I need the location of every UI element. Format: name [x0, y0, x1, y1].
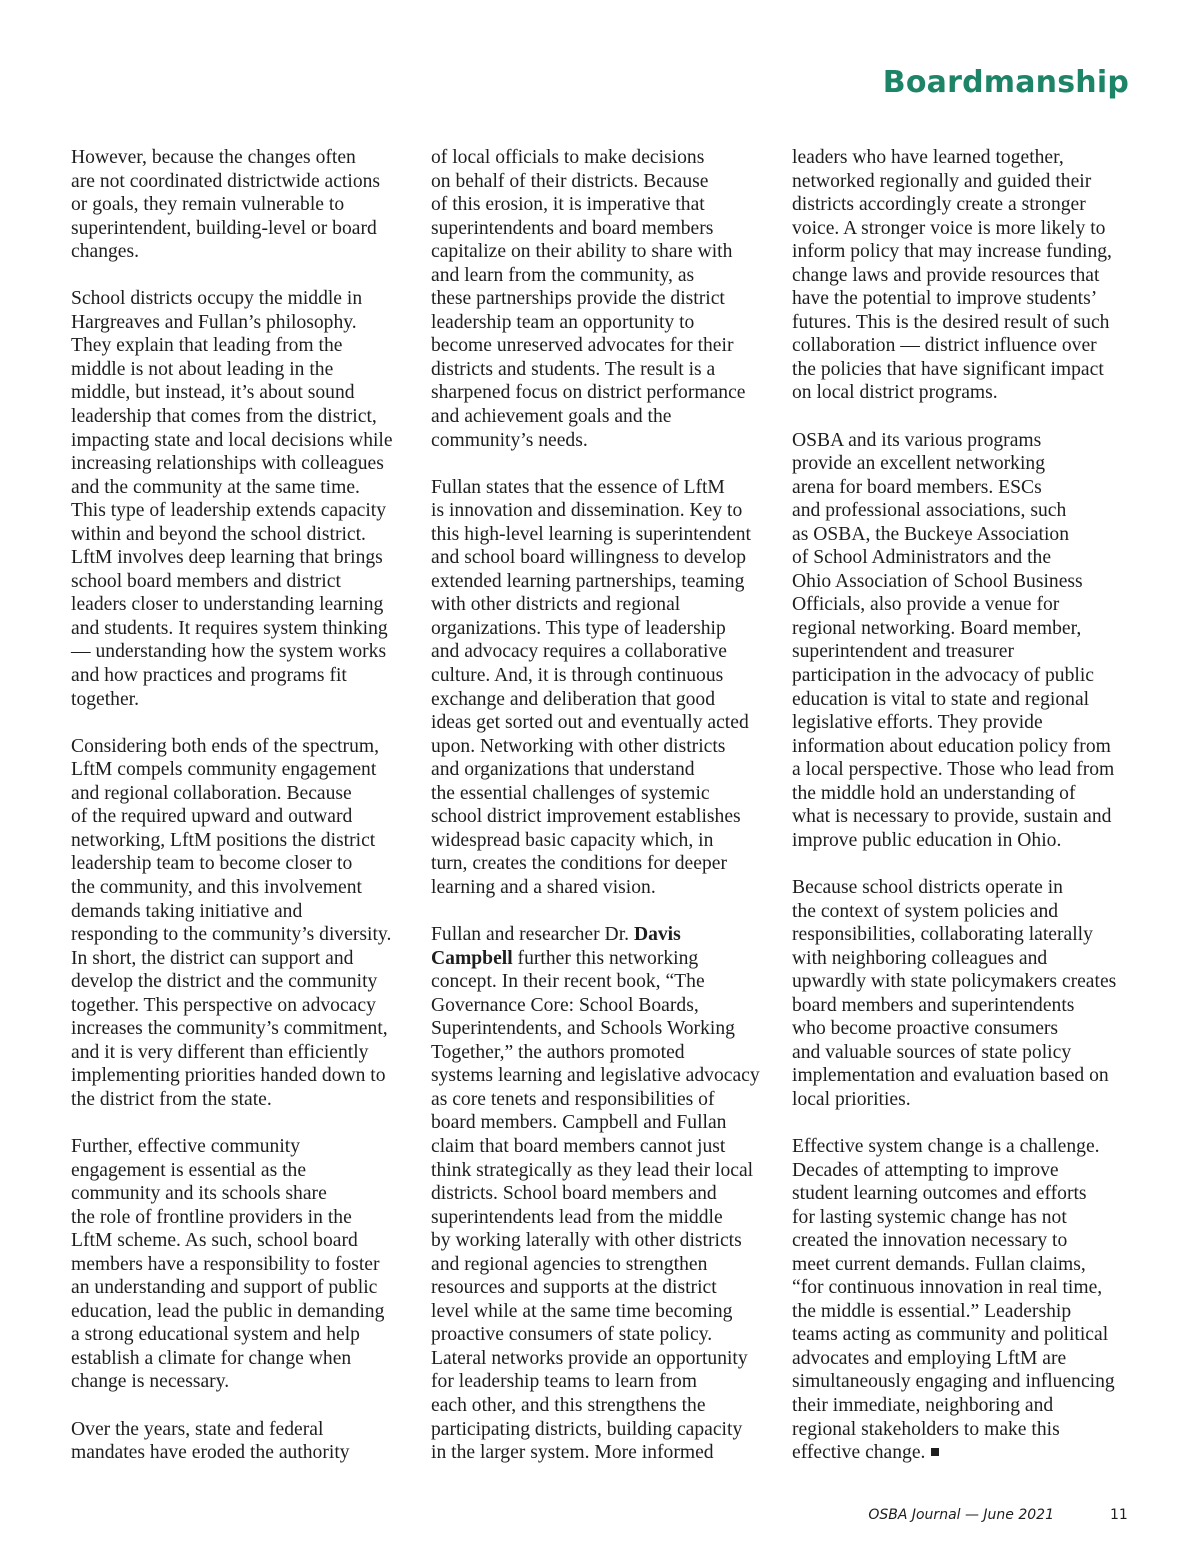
text-line	[431, 947, 776, 971]
publication-title: OSBA Journal — June 2021	[868, 1507, 1054, 1523]
text-line: community and its schools share	[71, 1183, 327, 1205]
text-line: develop the district and the community	[71, 971, 378, 993]
text-line	[792, 1441, 1137, 1465]
text-line: collaboration — district influence over	[792, 335, 1097, 357]
text-line: and advocacy requires a collaborative	[431, 641, 727, 663]
text-line: Decades of attempting to improve	[792, 1159, 1059, 1181]
text-line: participating districts, building capacity	[431, 1418, 743, 1440]
text-line: or goals, they remain vulnerable to	[71, 194, 345, 216]
text-line: Because school districts operate in	[792, 876, 1063, 898]
text-line: superintendents and board members	[431, 217, 714, 239]
text-line: — understanding how the system works	[71, 641, 387, 663]
text-line: become unreserved advocates for their	[431, 335, 734, 357]
text-line: meet current demands. Fullan claims,	[792, 1253, 1086, 1275]
text-line: student learning outcomes and efforts	[792, 1183, 1087, 1205]
text-line: ideas get sorted out and eventually acted	[431, 712, 749, 734]
text-line	[431, 923, 776, 947]
text-line: change is necessary.	[71, 1371, 230, 1393]
text-line: leadership team to become closer to	[71, 853, 353, 875]
text-line: of the required upward and outward	[71, 806, 353, 828]
text-run: effective change.	[792, 1442, 926, 1464]
paragraph	[792, 876, 1137, 1111]
text-line: and it is very different than efficiently	[71, 1041, 369, 1063]
text-line: and regional collaboration. Because	[71, 782, 352, 804]
text-line: proactive consumers of state policy.	[431, 1324, 713, 1346]
text-line: information about education policy from	[792, 735, 1111, 757]
paragraph	[71, 287, 416, 711]
text-line: and students. It requires system thinking	[71, 617, 388, 639]
text-line: Officials, also provide a venue for	[792, 594, 1060, 616]
text-line: improve public education in Ohio.	[792, 829, 1062, 851]
text-line: for leadership teams to learn from	[431, 1371, 698, 1393]
text-line: and achievement goals and the	[431, 406, 672, 428]
text-line: middle is not about leading in the	[71, 358, 334, 380]
text-line: and organizations that understand	[431, 759, 695, 781]
text-line: learning and a shared vision.	[431, 876, 656, 898]
text-line: resources and supports at the district	[431, 1277, 717, 1299]
text-line: demands taking initiative and	[71, 900, 303, 922]
text-line: on local district programs.	[792, 382, 998, 404]
text-line: futures. This is the desired result of such	[792, 311, 1110, 333]
text-line: Over the years, state and federal	[71, 1418, 324, 1440]
text-line: leaders closer to understanding learning	[71, 594, 384, 616]
text-line: inform policy that may increase funding,	[792, 241, 1112, 263]
text-line: education is vital to state and regional	[792, 688, 1090, 710]
text-line: the middle is essential.” Leadership	[792, 1300, 1072, 1322]
text-line: of School Administrators and the	[792, 547, 1052, 569]
text-line: Fullan states that the essence of LftM	[431, 476, 725, 498]
text-line: legislative efforts. They provide	[792, 712, 1043, 734]
text-line: districts accordingly create a stronger	[792, 194, 1086, 216]
text-line: regional networking. Board member,	[792, 617, 1082, 639]
paragraph	[71, 1418, 416, 1465]
text-line: middle, but instead, it’s about sound	[71, 382, 355, 404]
text-line: the context of system policies and	[792, 900, 1059, 922]
text-line: capitalize on their ability to share with	[431, 241, 733, 263]
text-line: and professional associations, such	[792, 500, 1067, 522]
paragraph	[431, 923, 776, 1465]
text-line: impacting state and local decisions while	[71, 429, 393, 451]
text-line: upwardly with state policymakers creates	[792, 971, 1117, 993]
paragraph	[431, 476, 776, 900]
paragraph	[71, 1135, 416, 1394]
text-line: responding to the community’s diversity.	[71, 924, 392, 946]
text-line: implementing priorities handed down to	[71, 1065, 386, 1087]
paragraph	[792, 146, 1137, 405]
text-line: with neighboring colleagues and	[792, 947, 1048, 969]
paragraph	[71, 146, 416, 264]
text-line: School districts occupy the middle in	[71, 288, 363, 310]
author-name-bold: Campbell	[431, 947, 513, 969]
author-name-bold: Davis	[633, 924, 681, 946]
text-line: However, because the changes often	[71, 147, 356, 168]
section-title: Boardmanship	[882, 65, 1129, 100]
text-line: arena for board members. ESCs	[792, 476, 1042, 498]
text-line: are not coordinated districtwide actions	[71, 170, 381, 192]
end-of-article-square-icon	[931, 1448, 939, 1456]
text-line: leadership team an opportunity to	[431, 311, 695, 333]
text-line: and learn from the community, as	[431, 264, 695, 286]
text-line: superintendent and treasurer	[792, 641, 1014, 663]
text-line: and school board willingness to develop	[431, 547, 747, 569]
text-line: who become proactive consumers	[792, 1018, 1059, 1040]
text-line: their immediate, neighboring and	[792, 1394, 1054, 1416]
text-line: extended learning partnerships, teaming	[431, 570, 745, 592]
text-line: school district improvement establishes	[431, 806, 741, 828]
text-line: changes.	[71, 241, 140, 263]
text-line: advocates and employing LftM are	[792, 1347, 1067, 1369]
text-line: as core tenets and responsibilities of	[431, 1088, 715, 1110]
text-line: claim that board members cannot just	[431, 1135, 726, 1157]
text-line: They explain that leading from the	[71, 335, 343, 357]
text-line: Superintendents, and Schools Working	[431, 1018, 735, 1040]
text-line: provide an excellent networking	[792, 453, 1045, 475]
text-line: establish a climate for change when	[71, 1347, 352, 1369]
paragraph	[431, 146, 776, 452]
text-line: have the potential to improve students’	[792, 288, 1098, 310]
text-line: school board members and district	[71, 570, 341, 592]
text-line: increasing relationships with colleagues	[71, 453, 384, 475]
text-line: a strong educational system and help	[71, 1324, 360, 1346]
text-line: Lateral networks provide an opportunity	[431, 1347, 748, 1369]
text-line: this high-level learning is superintendent	[431, 523, 751, 545]
text-line: culture. And, it is through continuous	[431, 665, 724, 687]
text-line: This type of leadership extends capacity	[71, 500, 387, 522]
text-line: teams acting as community and political	[792, 1324, 1109, 1346]
text-line: and how practices and programs fit	[71, 665, 347, 687]
text-line: OSBA and its various programs	[792, 429, 1042, 451]
text-line: with other districts and regional	[431, 594, 681, 616]
text-line: as OSBA, the Buckeye Association	[792, 523, 1070, 545]
text-line: LftM scheme. As such, school board	[71, 1230, 358, 1252]
text-line: community’s needs.	[431, 429, 588, 451]
text-line: an understanding and support of public	[71, 1277, 378, 1299]
paragraph	[792, 1135, 1137, 1465]
text-line: Together,” the authors promoted	[431, 1041, 685, 1063]
text-line: the essential challenges of systemic	[431, 782, 710, 804]
text-line: together.	[71, 688, 140, 710]
text-line: simultaneously engaging and influencing	[792, 1371, 1115, 1393]
text-line: and valuable sources of state policy	[792, 1041, 1072, 1063]
text-line: turn, creates the conditions for deeper	[431, 853, 727, 875]
text-line: members have a responsibility to foster	[71, 1253, 380, 1275]
page-number: 11	[1110, 1507, 1128, 1523]
text-line: districts and students. The result is a	[431, 358, 716, 380]
text-line: organizations. This type of leadership	[431, 617, 726, 639]
text-line: a local perspective. Those who lead from	[792, 759, 1115, 781]
text-run: Fullan and researcher Dr.	[431, 924, 634, 946]
text-line: leaders who have learned together,	[792, 147, 1064, 168]
text-line: by working laterally with other districts	[431, 1230, 742, 1252]
text-line: In short, the district can support and	[71, 947, 354, 969]
text-line: of local officials to make decisions	[431, 147, 705, 168]
text-line: the middle hold an understanding of	[792, 782, 1076, 804]
text-line: Effective system change is a challenge.	[792, 1135, 1100, 1157]
text-line: leadership that comes from the district,	[71, 406, 377, 428]
text-line: LftM compels community engagement	[71, 759, 377, 781]
text-line: implementation and evaluation based on	[792, 1065, 1109, 1087]
text-line: change laws and provide resources that	[792, 264, 1100, 286]
text-line: superintendents lead from the middle	[431, 1206, 723, 1228]
text-line: increases the community’s commitment,	[71, 1018, 388, 1040]
paragraph	[792, 429, 1137, 853]
article-column-3	[792, 146, 1137, 1465]
text-line: in the larger system. More informed	[431, 1442, 714, 1464]
text-line: engagement is essential as the	[71, 1159, 307, 1181]
text-line: board members. Campbell and Fullan	[431, 1112, 727, 1134]
text-line: the district from the state.	[71, 1088, 272, 1110]
text-line: Hargreaves and Fullan’s philosophy.	[71, 311, 357, 333]
text-line: together. This perspective on advocacy	[71, 994, 376, 1016]
text-line: board members and superintendents	[792, 994, 1075, 1016]
text-line: the community, and this involvement	[71, 876, 362, 898]
text-line: regional stakeholders to make this	[792, 1418, 1060, 1440]
text-line: these partnerships provide the district	[431, 288, 725, 310]
text-line: the policies that have significant impact	[792, 358, 1104, 380]
text-line: LftM involves deep learning that brings	[71, 547, 383, 569]
page-footer	[0, 1505, 1200, 1525]
text-line: local priorities.	[792, 1088, 911, 1110]
text-line: Further, effective community	[71, 1135, 301, 1157]
text-line: concept. In their recent book, “The	[431, 971, 705, 993]
text-line: is innovation and dissemination. Key to	[431, 500, 743, 522]
text-line: mandates have eroded the authority	[71, 1442, 350, 1464]
text-line: and the community at the same time.	[71, 476, 360, 498]
text-line: for lasting systemic change has not	[792, 1206, 1067, 1228]
text-line: districts. School board members and	[431, 1183, 717, 1205]
text-line: each other, and this strengthens the	[431, 1394, 706, 1416]
text-line: exchange and deliberation that good	[431, 688, 716, 710]
text-line: Ohio Association of School Business	[792, 570, 1083, 592]
text-line: within and beyond the school district.	[71, 523, 366, 545]
text-line: Considering both ends of the spectrum,	[71, 735, 380, 757]
text-line: networked regionally and guided their	[792, 170, 1092, 192]
paragraph	[71, 735, 416, 1112]
text-line: responsibilities, collaborating laterally	[792, 924, 1093, 946]
text-line: sharpened focus on district performance	[431, 382, 746, 404]
text-line: and regional agencies to strengthen	[431, 1253, 708, 1275]
text-line: what is necessary to provide, sustain and	[792, 806, 1112, 828]
article-column-2	[431, 146, 776, 1465]
text-line: level while at the same time becoming	[431, 1300, 733, 1322]
text-line: Governance Core: School Boards,	[431, 994, 699, 1016]
text-line: think strategically as they lead their local	[431, 1159, 754, 1181]
text-line: “for continuous innovation in real time,	[792, 1277, 1103, 1299]
text-run: further this networking	[512, 947, 699, 969]
text-line: superintendent, building-level or board	[71, 217, 377, 239]
text-line: upon. Networking with other districts	[431, 735, 726, 757]
text-line: widespread basic capacity which, in	[431, 829, 714, 851]
text-line: created the innovation necessary to	[792, 1230, 1068, 1252]
text-line: of this erosion, it is imperative that	[431, 194, 705, 216]
text-line: on behalf of their districts. Because	[431, 170, 709, 192]
text-line: networking, LftM positions the district	[71, 829, 376, 851]
article-column-1	[71, 146, 416, 1465]
text-line: participation in the advocacy of public	[792, 665, 1094, 687]
text-line: education, lead the public in demanding	[71, 1300, 385, 1322]
text-line: systems learning and legislative advocacy	[431, 1065, 760, 1087]
text-line: the role of frontline providers in the	[71, 1206, 352, 1228]
text-line: voice. A stronger voice is more likely to	[792, 217, 1106, 239]
